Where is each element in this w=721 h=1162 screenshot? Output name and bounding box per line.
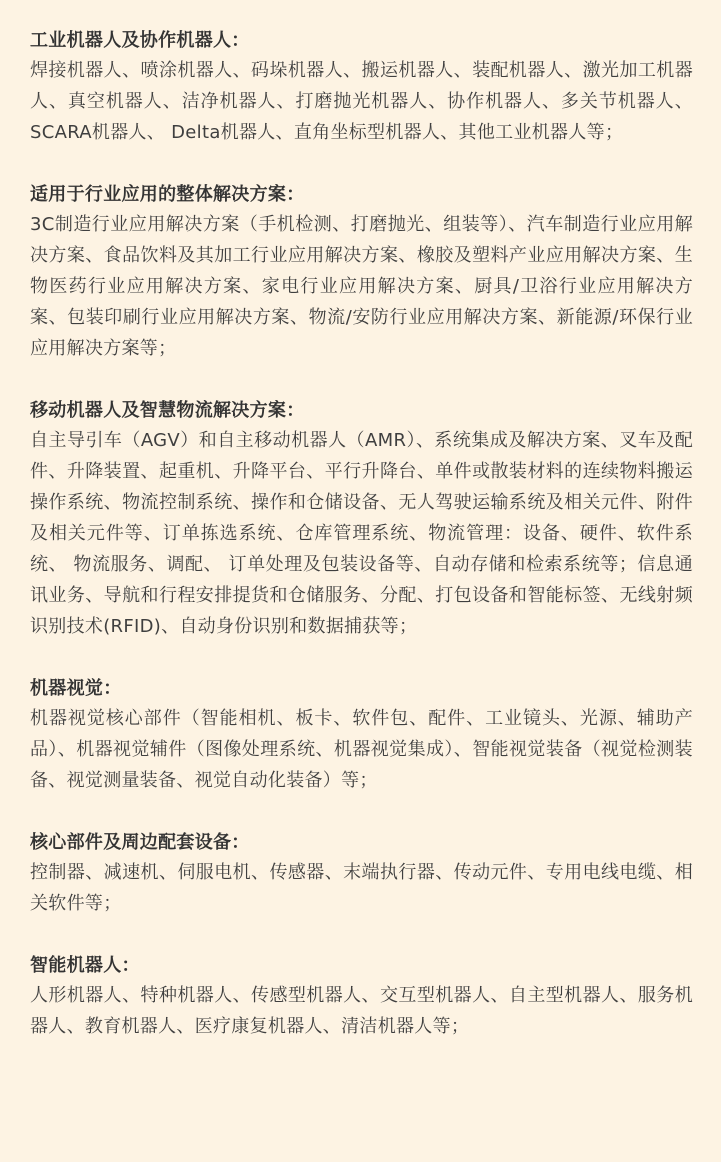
section-title: 核心部件及周边配套设备： [30, 832, 250, 853]
section-intelligent-robots [30, 952, 693, 1042]
section-body: 控制器、减速机、伺服电机、传感器、末端执行器、传动元件、专用电线电缆、相关软件等； [30, 862, 693, 914]
section-body: 焊接机器人、喷涂机器人、码垛机器人、搬运机器人、装配机器人、激光加工机器人、真空机器人、洁净机器人、打磨抛光机器人、协作机器人、多关节机器人、SCARA机器人、 Delta机器人、直角坐标型机器人、其他工业机器人等； [30, 60, 693, 143]
section-body: 自主导引车（AGV）和自主移动机器人（AMR）、系统集成及解决方案、叉车及配件、升降装置、起重机、升降平台、平行升降台、单件或散装材料的连续物料搬运操作系统、物流控制系统、操作和仓储设备、无人驾驶运输系统及相关元件、附件及相关元件等、订单拣选系统、仓库管理系统、物流管理：设备、硬件、软件系统、 物流服务、调配、 订单处理及包装设备等、自动存储和检索系统等；信息通讯业务、导航和行程安排提货和仓储服务、分配、打包设备和智能标签、无线射频识别技术(RFID)、自动身份识别和数据捕获等； [30, 430, 693, 637]
section-core-components [30, 829, 693, 919]
section-industrial-robots [30, 27, 693, 148]
section-body: 3C制造行业应用解决方案（手机检测、打磨抛光、组装等）、汽车制造行业应用解决方案、食品饮料及其加工行业应用解决方案、橡胶及塑料产业应用解决方案、生物医药行业应用解决方案、家电行业应用解决方案、厨具/卫浴行业应用解决方案、包装印刷行业应用解决方案、物流/安防行业应用解决方案、新能源/环保行业应用解决方案等； [30, 214, 693, 359]
section-title: 机器视觉： [30, 678, 122, 699]
section-mobile-robots-logistics [30, 397, 693, 642]
section-title: 智能机器人： [30, 955, 140, 976]
section-body: 人形机器人、特种机器人、传感型机器人、交互型机器人、自主型机器人、服务机器人、教育机器人、医疗康复机器人、清洁机器人等； [30, 985, 693, 1037]
section-title: 适用于行业应用的整体解决方案： [30, 184, 305, 205]
section-machine-vision [30, 675, 693, 796]
section-body: 机器视觉核心部件（智能相机、板卡、软件包、配件、工业镜头、光源、辅助产品）、机器视觉辅件（图像处理系统、机器视觉集成）、智能视觉装备（视觉检测装备、视觉测量装备、视觉自动化装备）等； [30, 708, 693, 791]
section-title: 移动机器人及智慧物流解决方案： [30, 400, 305, 421]
section-industry-solutions [30, 181, 693, 364]
section-title: 工业机器人及协作机器人： [30, 30, 250, 51]
